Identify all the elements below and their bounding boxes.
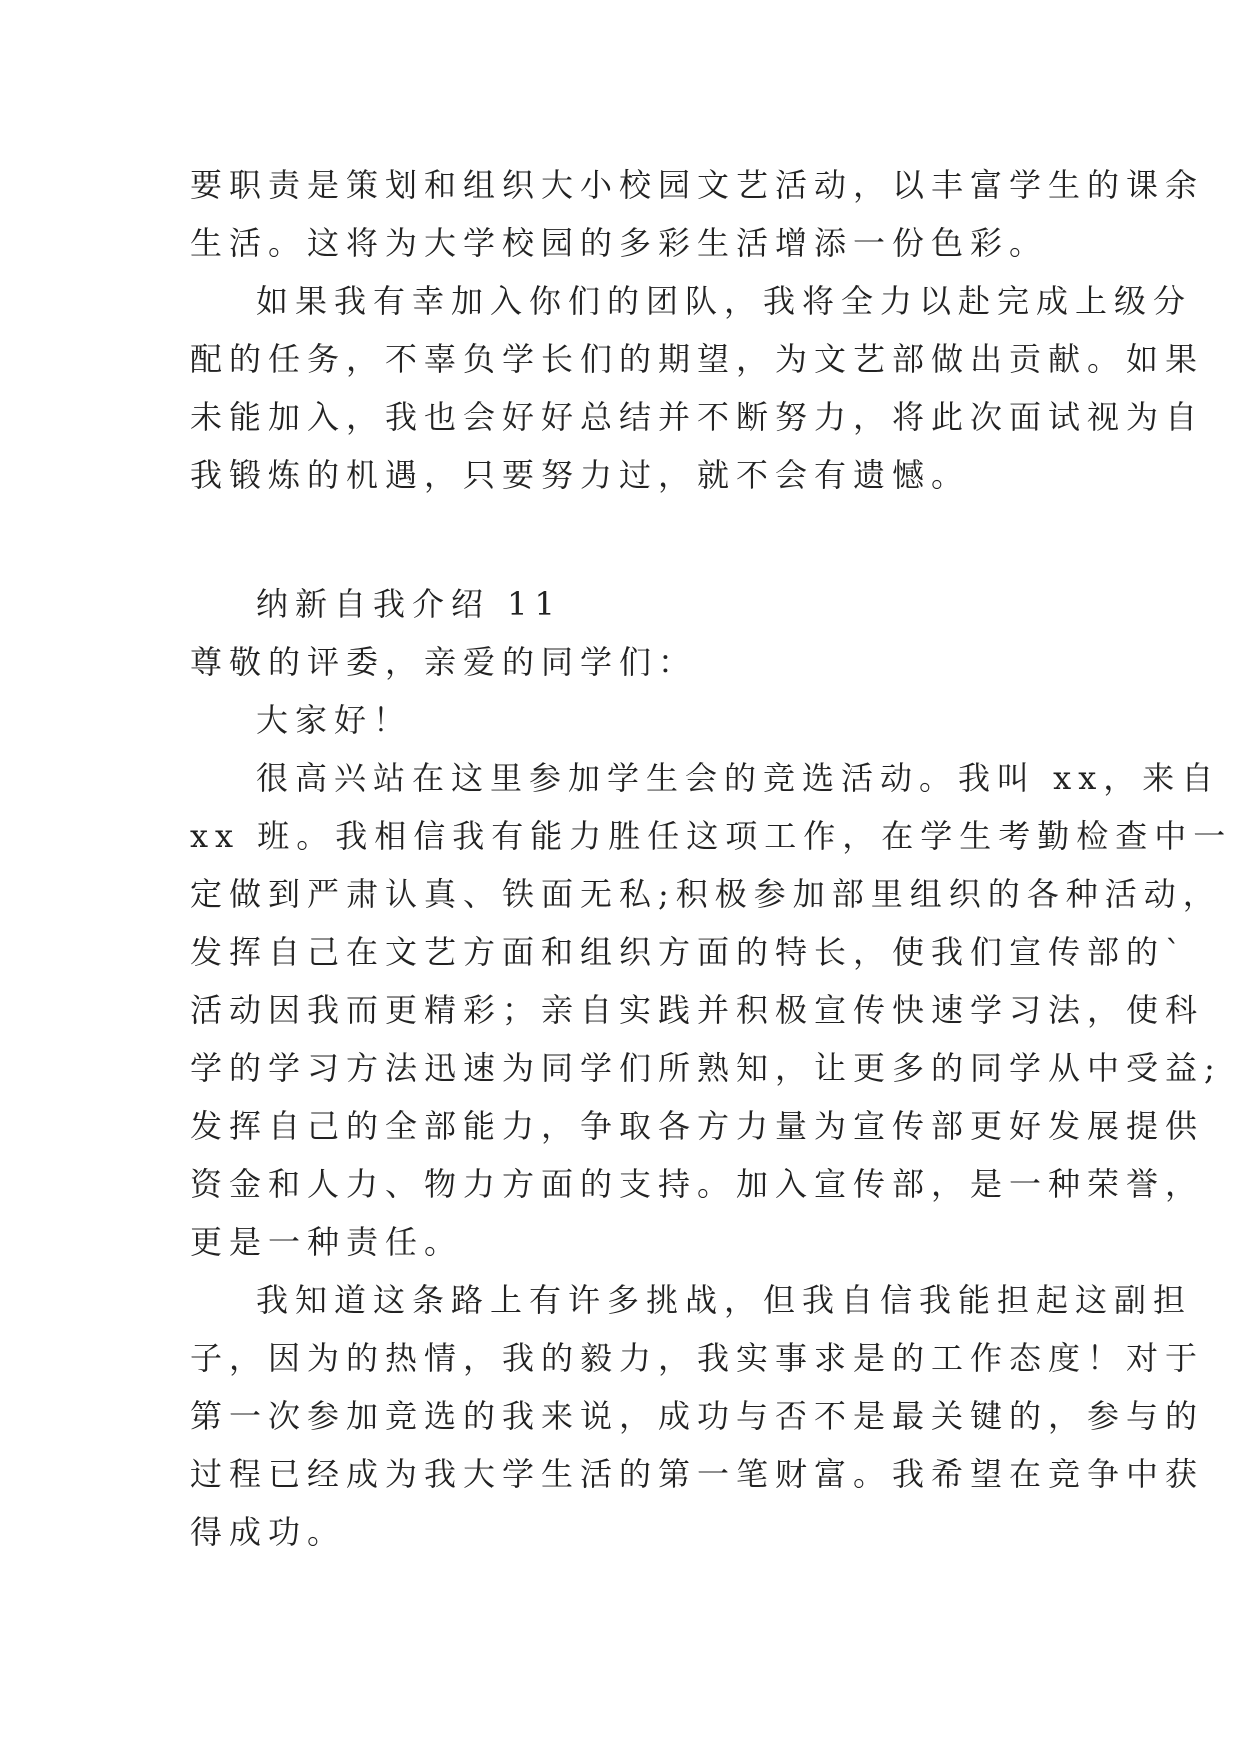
paragraph-line: 我知道这条路上有许多挑战，但我自信我能担起这副担 <box>256 1281 1193 1319</box>
paragraph-line: 第一次参加竞选的我来说，成功与否不是最关键的，参与的 <box>190 1397 1205 1435</box>
text-line: 如果我有幸加入你们的团队，我将全力以赴完成上级分 <box>256 282 1193 320</box>
paragraph-line: 发挥自己的全部能力，争取各方力量为宣传部更好发展提供 <box>190 1107 1205 1145</box>
paragraph-line: 更是一种责任。 <box>190 1223 464 1261</box>
paragraph-line: 发挥自己在文艺方面和组织方面的特长，使我们宣传部的` <box>190 933 1189 971</box>
paragraph-line: 子，因为的热情，我的毅力，我实事求是的工作态度！对于 <box>190 1339 1205 1377</box>
continuation-text <box>190 156 1205 504</box>
paragraph-line: xx 班。我相信我有能力胜任这项工作，在学生考勤检查中一 <box>190 817 1233 855</box>
text-line: 未能加入，我也会好好总结并不断努力，将此次面试视为自 <box>190 398 1205 436</box>
text-line: 配的任务，不辜负学长们的期望，为文艺部做出贡献。如果 <box>190 340 1205 378</box>
paragraph-line: 得成功。 <box>190 1513 347 1551</box>
paragraph-line: 学的学习方法迅速为同学们所熟知，让更多的同学从中受益; <box>190 1049 1222 1087</box>
paragraph-line: 活动因我而更精彩；亲自实践并积极宣传快速学习法，使科 <box>190 991 1205 1029</box>
text-line: 我锻炼的机遇，只要努力过，就不会有遗憾。 <box>190 456 971 494</box>
text-line: 要职责是策划和组织大小校园文艺活动，以丰富学生的课余 <box>190 166 1205 204</box>
text-line: 生活。这将为大学校园的多彩生活增添一份色彩。 <box>190 224 1049 262</box>
self-introduction-section <box>190 575 1233 1561</box>
paragraph-line: 很高兴站在这里参加学生会的竞选活动。我叫 xx，来自 <box>256 759 1221 797</box>
paragraph-line: 过程已经成为我大学生活的第一笔财富。我希望在竞争中获 <box>190 1455 1205 1493</box>
salutation: 尊敬的评委，亲爱的同学们： <box>190 643 698 681</box>
section-heading: 纳新自我介绍 11 <box>256 585 562 623</box>
paragraph-line: 资金和人力、物力方面的支持。加入宣传部，是一种荣誉， <box>190 1165 1205 1203</box>
paragraph-line: 定做到严肃认真、铁面无私;积极参加部里组织的各种活动， <box>190 875 1222 913</box>
greeting: 大家好！ <box>256 701 413 739</box>
